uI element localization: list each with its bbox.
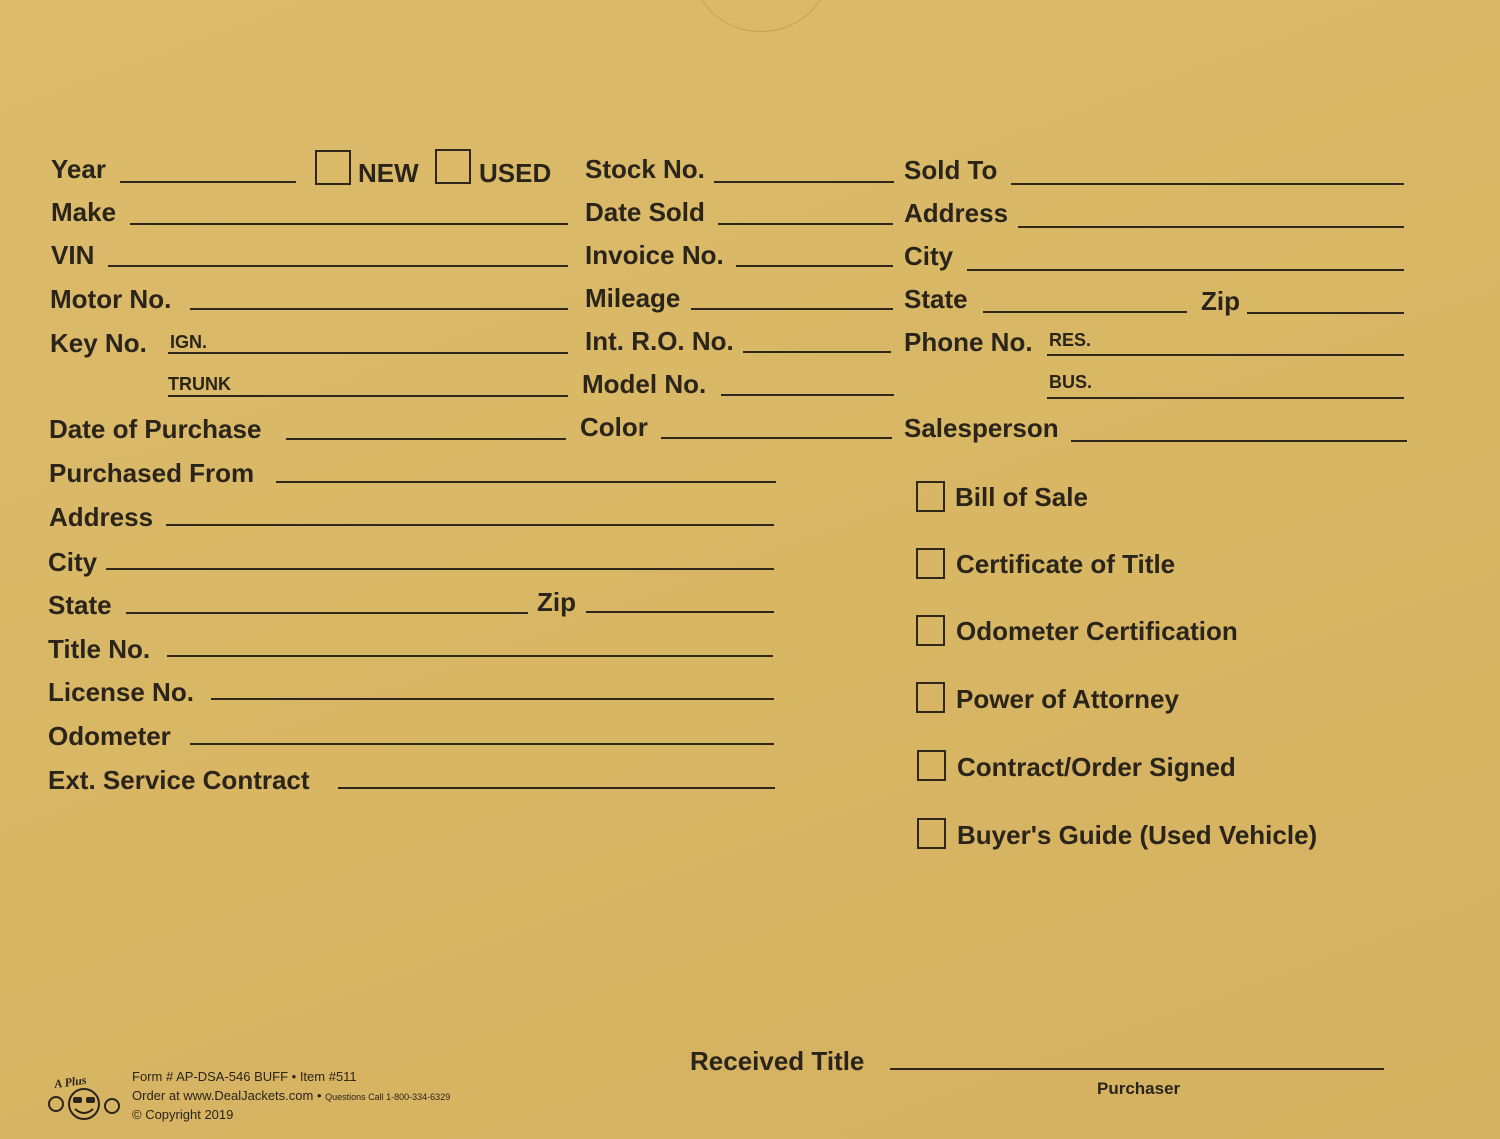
int-ro-field[interactable]: [743, 351, 891, 353]
odometer-label: Odometer: [48, 721, 171, 751]
copyright-text: © Copyright 2019: [132, 1107, 234, 1122]
date-of-purchase-field[interactable]: [286, 438, 566, 440]
vin-field[interactable]: [108, 265, 568, 267]
seller-city-label: City: [48, 547, 98, 577]
odometer-field[interactable]: [190, 743, 774, 745]
phone-res-field[interactable]: [1047, 354, 1404, 356]
service-contract-label: Ext. Service Contract: [48, 765, 310, 795]
key-ign-field[interactable]: [168, 352, 568, 354]
model-no-label: Model No.: [582, 369, 707, 399]
order-url-text: Order at www.DealJackets.com •: [132, 1088, 322, 1103]
buyer-zip-label: Zip: [1201, 286, 1240, 316]
key-trunk-field[interactable]: [168, 395, 568, 397]
invoice-no-label: Invoice No.: [585, 240, 724, 270]
power-of-attorney-checkbox[interactable]: [916, 682, 945, 713]
color-field[interactable]: [661, 437, 892, 439]
buyers-guide-label: Buyer's Guide (Used Vehicle): [957, 820, 1318, 850]
contract-order-signed-checkbox[interactable]: [917, 750, 946, 781]
buyer-city-label: City: [904, 241, 954, 271]
sold-to-label: Sold To: [904, 155, 998, 185]
envelope-flap: [690, 0, 832, 32]
buyer-address-field[interactable]: [1018, 226, 1404, 228]
received-title-label: Received Title: [690, 1046, 865, 1076]
buyer-state-label: State: [904, 284, 968, 314]
service-contract-field[interactable]: [338, 787, 775, 789]
phone-no-label: Phone No.: [904, 327, 1033, 357]
new-checkbox[interactable]: [315, 150, 351, 185]
form-number-text: Form # AP-DSA-546 BUFF • Item #511: [132, 1069, 357, 1084]
vin-label: VIN: [51, 240, 95, 270]
seller-address-field[interactable]: [166, 524, 774, 526]
phone-bus-field[interactable]: [1047, 397, 1404, 399]
res-label: RES.: [1049, 330, 1092, 350]
seller-address-label: Address: [49, 502, 154, 532]
buyer-state-field[interactable]: [983, 311, 1187, 313]
seller-zip-field[interactable]: [586, 611, 774, 613]
date-sold-label: Date Sold: [585, 197, 705, 227]
color-label: Color: [580, 412, 648, 442]
salesperson-field[interactable]: [1071, 440, 1407, 442]
certificate-of-title-label: Certificate of Title: [956, 549, 1176, 579]
contract-order-signed-label: Contract/Order Signed: [957, 752, 1236, 782]
seller-state-label: State: [48, 590, 112, 620]
sold-to-field[interactable]: [1011, 183, 1404, 185]
motor-label: Motor No.: [50, 284, 172, 314]
mileage-label: Mileage: [585, 283, 681, 313]
used-label: USED: [479, 158, 552, 188]
order-text: [132, 1089, 450, 1102]
odometer-certification-checkbox[interactable]: [916, 615, 945, 646]
stock-no-label: Stock No.: [585, 154, 705, 184]
make-label: Make: [51, 197, 117, 227]
stock-no-field[interactable]: [714, 181, 894, 183]
questions-text: Questions Call 1-800-334-6329: [325, 1092, 451, 1102]
seller-city-field[interactable]: [106, 568, 774, 570]
bill-of-sale-checkbox[interactable]: [916, 481, 945, 512]
new-label: NEW: [358, 158, 419, 188]
salesperson-label: Salesperson: [904, 413, 1059, 443]
date-of-purchase-label: Date of Purchase: [49, 414, 262, 444]
seller-state-field[interactable]: [126, 612, 528, 614]
year-label: Year: [51, 154, 106, 184]
int-ro-label: Int. R.O. No.: [585, 326, 734, 356]
license-no-label: License No.: [48, 677, 194, 707]
motor-field[interactable]: [190, 308, 568, 310]
year-field[interactable]: [120, 181, 296, 183]
used-checkbox[interactable]: [435, 149, 471, 184]
power-of-attorney-label: Power of Attorney: [956, 684, 1179, 714]
certificate-of-title-checkbox[interactable]: [916, 548, 945, 579]
purchaser-label: Purchaser: [1097, 1079, 1181, 1098]
purchased-from-label: Purchased From: [49, 458, 255, 488]
odometer-certification-label: Odometer Certification: [956, 616, 1238, 646]
buyers-guide-checkbox[interactable]: [917, 818, 946, 849]
buyer-city-field[interactable]: [967, 269, 1404, 271]
date-sold-field[interactable]: [718, 223, 893, 225]
bill-of-sale-label: Bill of Sale: [955, 482, 1088, 512]
logo-text: A Plus: [53, 1072, 88, 1092]
buyer-address-label: Address: [904, 198, 1009, 228]
title-no-label: Title No.: [48, 634, 151, 664]
buyer-zip-field[interactable]: [1247, 312, 1404, 314]
model-no-field[interactable]: [721, 394, 894, 396]
a-plus-logo: [44, 1068, 128, 1129]
license-no-field[interactable]: [211, 698, 774, 700]
trunk-label: TRUNK: [168, 374, 231, 394]
key-label: Key No.: [50, 328, 147, 358]
make-field[interactable]: [130, 223, 568, 225]
received-title-field[interactable]: [890, 1068, 1384, 1070]
mileage-field[interactable]: [691, 308, 893, 310]
purchased-from-field[interactable]: [276, 481, 776, 483]
seller-zip-label: Zip: [537, 587, 576, 617]
invoice-no-field[interactable]: [736, 265, 893, 267]
bus-label: BUS.: [1049, 372, 1093, 392]
title-no-field[interactable]: [167, 655, 773, 657]
ign-label: IGN.: [170, 332, 208, 352]
